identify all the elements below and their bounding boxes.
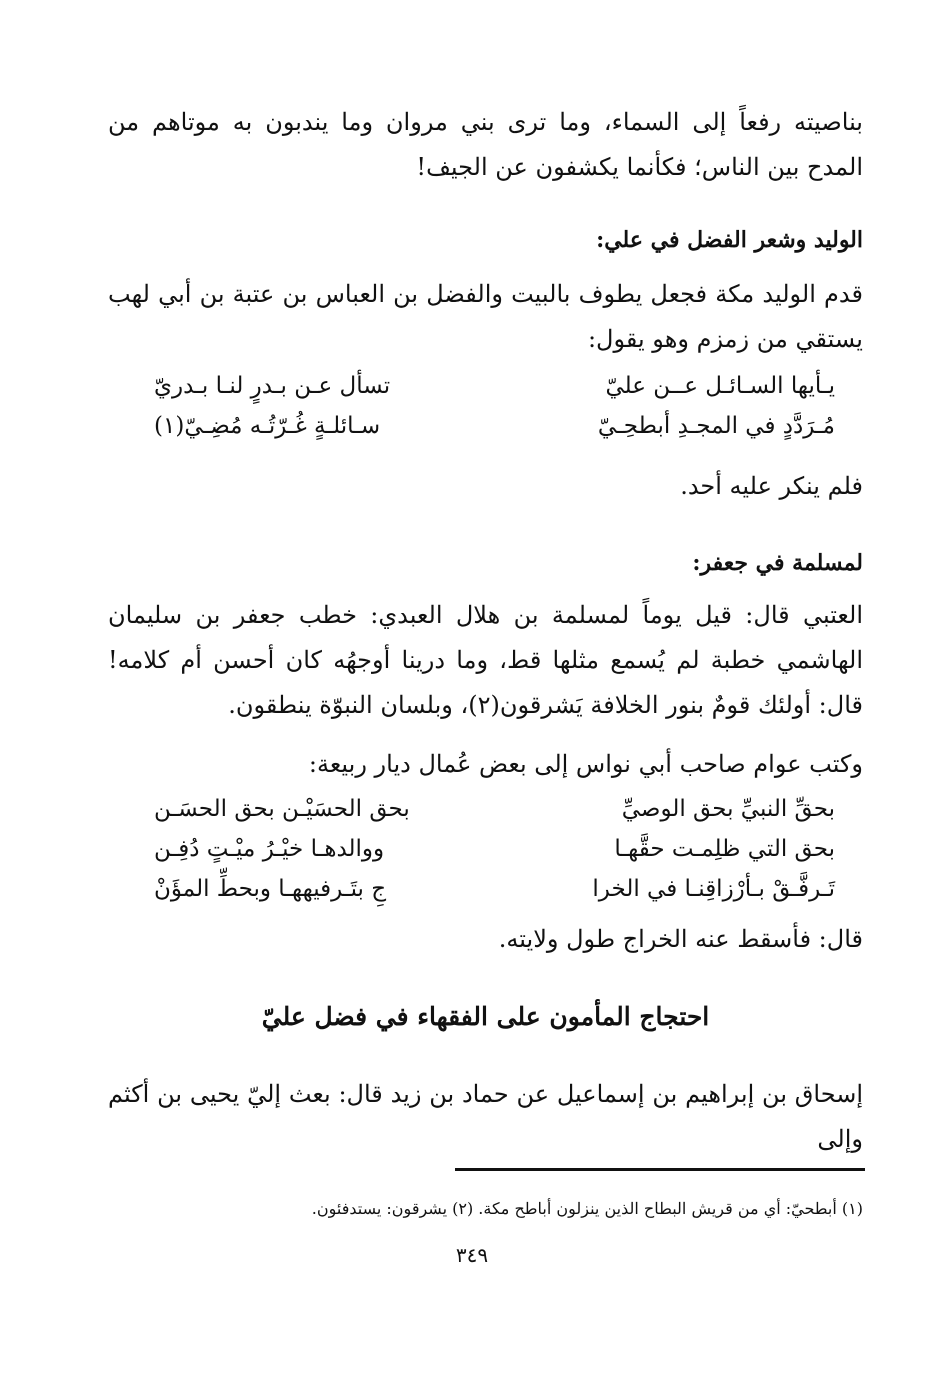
verse-hemistich-second: ووالدهـا خيْـرُ ميْـتٍ دُفِـن <box>154 836 385 862</box>
verse-hemistich-second: بحق الحسَيْـن بحق الحسَـن <box>154 796 410 822</box>
section-heading-maslama: لمسلمة في جعفر: <box>692 550 863 576</box>
verse-hemistich-first: تَـرفَّـقْ بـأرْزاقِنـا في الخرا <box>592 876 835 902</box>
verse-hemistich-first: بحق التي ظلِمـت حقَّهـا <box>614 836 835 862</box>
page-number: ٣٤٩ <box>455 1243 489 1267</box>
chapter-title: احتجاج المأمون على الفقهاء في فضل عليّ <box>261 1002 710 1031</box>
verse-line <box>154 366 835 406</box>
paragraph-maslama: العتبي قال: قيل يوماً لمسلمة بن هلال العبدي: خطب جعفر بن سليمان الهاشمي خطبة لم يُسمع مثلها قط، وما درينا أوجهُه كان أحسن أم كلامه! قال: أولئك قومٌ بنور الخلافة يَشرقون(٢)، وبلسان النبوّة ينطقون. <box>108 601 863 719</box>
footnote-separator <box>455 1168 865 1171</box>
verse-line <box>154 406 835 446</box>
paragraph-opening: بناصيته رفعاً إلى السماء، وما ترى بني مروان وما يندبون به موتاهم من المدح بين الناس؛ فكأنما يكشفون عن الجيف! <box>108 108 863 181</box>
verse-hemistich-first: مُـرَدَّدٍ في المجـدِ أبطحِـيّ <box>597 413 835 439</box>
paragraph-walid: قدم الوليد مكة فجعل يطوف بالبيت والفضل بن العباس بن عتبة بن أبي لهب يستقي من زمزم وهو يقول: <box>108 280 863 353</box>
verse-hemistich-first: يـأيها السـائـل عــن عليّ <box>605 373 835 399</box>
paragraph-ishaq: إسحاق بن إبراهيم بن إسماعيل عن حماد بن زيد قال: بعث إليّ يحيى بن أكثم وإلى <box>108 1080 863 1153</box>
verse-line <box>154 869 835 909</box>
verse-hemistich-second: سـائلـةٍ غُـرّتُـه مُضِـيّ(١) <box>154 413 381 439</box>
verse-line <box>154 829 835 869</box>
paragraph-kharaj: قال: فأسقط عنه الخراج طول ولايته. <box>498 925 863 953</box>
verse-hemistich-second: تسأل عـن بـدرٍ لنـا بـدريّ <box>154 373 391 399</box>
verse-hemistich-first: بحقِّ النبيِّ بحق الوصيِّ <box>621 796 835 822</box>
footnotes: (١) أبطحيّ: أي من قريش البطاح الذين ينزلون أباطح مكة. (٢) يشرقون: يستدفئون. <box>311 1199 863 1218</box>
paragraph-no-objection: فلم ينكر عليه أحد. <box>680 472 863 500</box>
verse-line <box>154 789 835 829</box>
section-heading-walid: الوليد وشعر الفضل في علي: <box>596 227 863 253</box>
paragraph-awwam: وكتب عوام صاحب أبي نواس إلى بعض عُمال ديار ربيعة: <box>308 750 863 778</box>
page-body <box>108 100 863 1162</box>
verse-hemistich-second: جِ بتَـرفيههـا وبحطِّ المؤَنْ <box>154 876 387 902</box>
